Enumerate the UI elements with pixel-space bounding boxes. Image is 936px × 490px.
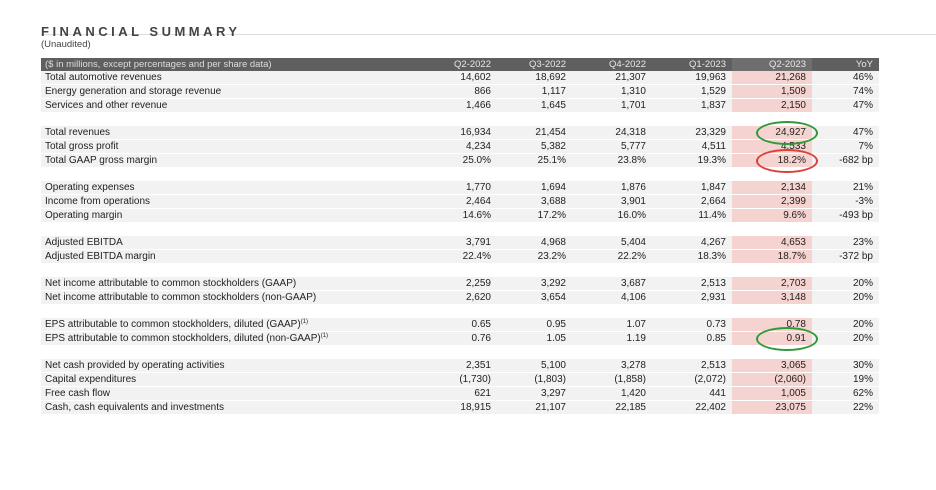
table-cell: 1,005 [732, 387, 812, 401]
column-header-q3-2022: Q3-2022 [497, 58, 572, 71]
table-cell: (1,730) [422, 373, 497, 387]
table-cell: 5,382 [497, 140, 572, 154]
table-cell: 0.85 [652, 332, 732, 346]
table-row [41, 85, 879, 99]
table-cell: 0.91 [732, 332, 812, 346]
spacer-cell [497, 305, 572, 319]
table-cell: 2,464 [422, 195, 497, 209]
table-row [41, 387, 879, 401]
table-cell: 62% [812, 387, 879, 401]
spacer-cell [572, 223, 652, 237]
row-label [41, 85, 422, 99]
spacer-cell [652, 264, 732, 278]
spacer-cell [41, 223, 422, 237]
table-row [41, 373, 879, 387]
table-cell: 18,692 [497, 71, 572, 85]
table-cell: 2,513 [652, 277, 732, 291]
row-label-text: Total revenues [45, 127, 111, 138]
table-cell: 1,117 [497, 85, 572, 99]
row-label [41, 140, 422, 154]
table-cell: 20% [812, 277, 879, 291]
table-cell: 5,100 [497, 359, 572, 373]
table-cell: 1,645 [497, 99, 572, 113]
row-label-text: Energy generation and storage revenue [45, 86, 222, 97]
spacer-cell [41, 346, 422, 360]
spacer-cell [732, 264, 812, 278]
table-row [41, 209, 879, 223]
table-row [41, 71, 879, 85]
table-row [41, 181, 879, 195]
table-cell: 1.05 [497, 332, 572, 346]
spacer-cell [422, 223, 497, 237]
row-label [41, 154, 422, 168]
table-cell: 25.1% [497, 154, 572, 168]
table-cell: 16.0% [572, 209, 652, 223]
table-cell: 19,963 [652, 71, 732, 85]
row-label [41, 181, 422, 195]
table-header-row [41, 58, 879, 71]
row-label [41, 99, 422, 113]
table-row [41, 359, 879, 373]
spacer-cell [572, 113, 652, 127]
spacer-row [41, 305, 879, 319]
spacer-cell [572, 168, 652, 182]
spacer-cell [732, 346, 812, 360]
column-header-q2-2022: Q2-2022 [422, 58, 497, 71]
table-cell: 19.3% [652, 154, 732, 168]
table-cell: 1,509 [732, 85, 812, 99]
table-row [41, 126, 879, 140]
table-cell: 2,399 [732, 195, 812, 209]
spacer-cell [572, 346, 652, 360]
column-header-description: ($ in millions, except percentages and per share data) [41, 58, 422, 71]
table-cell: 1,770 [422, 181, 497, 195]
spacer-cell [497, 113, 572, 127]
table-cell: 22,185 [572, 401, 652, 415]
table-cell: 14.6% [422, 209, 497, 223]
table-cell: 4,511 [652, 140, 732, 154]
spacer-cell [41, 264, 422, 278]
table-cell: 4,533 [732, 140, 812, 154]
table-cell: 23% [812, 236, 879, 250]
table-row [41, 277, 879, 291]
row-label-text: Total automotive revenues [45, 72, 162, 83]
table-cell: 4,106 [572, 291, 652, 305]
table-cell: 3,901 [572, 195, 652, 209]
table-cell: 3,688 [497, 195, 572, 209]
table-cell: 3,148 [732, 291, 812, 305]
table-cell: 21,454 [497, 126, 572, 140]
spacer-row [41, 346, 879, 360]
table-cell: 5,777 [572, 140, 652, 154]
table-cell: 14,602 [422, 71, 497, 85]
table-cell: 2,703 [732, 277, 812, 291]
table-cell: 74% [812, 85, 879, 99]
table-cell: 3,292 [497, 277, 572, 291]
table-cell: 4,653 [732, 236, 812, 250]
table-cell: 20% [812, 291, 879, 305]
column-header-q1-2023: Q1-2023 [652, 58, 732, 71]
spacer-cell [41, 305, 422, 319]
table-cell: (1,803) [497, 373, 572, 387]
table-cell: 22.4% [422, 250, 497, 264]
table-cell: 866 [422, 85, 497, 99]
table-cell: 0.78 [732, 318, 812, 332]
spacer-cell [652, 346, 732, 360]
row-label-text: Capital expenditures [45, 374, 137, 385]
spacer-cell [497, 168, 572, 182]
spacer-cell [422, 305, 497, 319]
table-cell: 1.19 [572, 332, 652, 346]
row-label-text: EPS attributable to common stockholders, diluted (GAAP) [45, 319, 301, 330]
table-cell: 1,847 [652, 181, 732, 195]
table-cell: 2,513 [652, 359, 732, 373]
spacer-cell [572, 264, 652, 278]
page-title: FINANCIAL SUMMARY [41, 24, 241, 39]
table-cell: 2,150 [732, 99, 812, 113]
table-cell: 0.65 [422, 318, 497, 332]
page-subtitle: (Unaudited) [41, 39, 91, 50]
table-cell: 19% [812, 373, 879, 387]
column-header-yoy: YoY [812, 58, 879, 71]
table-cell: 3,791 [422, 236, 497, 250]
row-label-text: EPS attributable to common stockholders, diluted (non-GAAP) [45, 333, 321, 344]
row-label-text: Operating expenses [45, 182, 135, 193]
table-cell: -3% [812, 195, 879, 209]
table-cell: 0.95 [497, 318, 572, 332]
table-body [41, 71, 879, 415]
spacer-cell [812, 168, 879, 182]
spacer-cell [652, 113, 732, 127]
row-label [41, 250, 422, 264]
table-cell: 1,694 [497, 181, 572, 195]
table-cell: 1,701 [572, 99, 652, 113]
table-cell: 2,134 [732, 181, 812, 195]
table-cell: 7% [812, 140, 879, 154]
spacer-cell [497, 346, 572, 360]
table-cell: (1,858) [572, 373, 652, 387]
footnote-marker: (1) [300, 319, 309, 325]
row-label [41, 195, 422, 209]
spacer-cell [812, 346, 879, 360]
table-cell: 11.4% [652, 209, 732, 223]
table-cell: 23,075 [732, 401, 812, 415]
row-label [41, 332, 422, 346]
row-label [41, 71, 422, 85]
table-cell: 23.8% [572, 154, 652, 168]
table-cell: 47% [812, 99, 879, 113]
row-label-text: Cash, cash equivalents and investments [45, 402, 224, 413]
spacer-cell [422, 168, 497, 182]
table-cell: 23,329 [652, 126, 732, 140]
row-label-text: Adjusted EBITDA [45, 237, 123, 248]
table-cell: 18,915 [422, 401, 497, 415]
table-cell: 4,267 [652, 236, 732, 250]
table-cell: 22,402 [652, 401, 732, 415]
row-label-text: Services and other revenue [45, 100, 168, 111]
row-label-text: Adjusted EBITDA margin [45, 251, 156, 262]
row-label [41, 359, 422, 373]
table-cell: 3,654 [497, 291, 572, 305]
row-label-text: Operating margin [45, 210, 123, 221]
table-cell: 21,307 [572, 71, 652, 85]
row-label [41, 373, 422, 387]
row-label [41, 387, 422, 401]
spacer-cell [422, 346, 497, 360]
table-cell: 20% [812, 332, 879, 346]
table-cell: 21% [812, 181, 879, 195]
table-cell: 1,529 [652, 85, 732, 99]
row-label-text: Net cash provided by operating activities [45, 360, 225, 371]
table-cell: 3,278 [572, 359, 652, 373]
table-cell: (2,060) [732, 373, 812, 387]
table-cell: 20% [812, 318, 879, 332]
table-cell: -493 bp [812, 209, 879, 223]
table-row [41, 236, 879, 250]
table-cell: 621 [422, 387, 497, 401]
table-cell: 1,466 [422, 99, 497, 113]
table-cell: 441 [652, 387, 732, 401]
table-row [41, 140, 879, 154]
table-cell: 2,351 [422, 359, 497, 373]
table-cell: 24,927 [732, 126, 812, 140]
table-cell: 47% [812, 126, 879, 140]
financial-summary-table [41, 58, 879, 415]
table-row [41, 401, 879, 415]
spacer-cell [422, 113, 497, 127]
table-cell: 2,664 [652, 195, 732, 209]
spacer-cell [652, 223, 732, 237]
table-cell: 17.2% [497, 209, 572, 223]
table-cell: 18.3% [652, 250, 732, 264]
table-cell: 2,931 [652, 291, 732, 305]
table-cell: 0.73 [652, 318, 732, 332]
table-cell: 18.7% [732, 250, 812, 264]
spacer-cell [732, 305, 812, 319]
table-row [41, 99, 879, 113]
table-cell: 1,420 [572, 387, 652, 401]
table-cell: 46% [812, 71, 879, 85]
table-cell: 1,837 [652, 99, 732, 113]
row-label [41, 209, 422, 223]
table-row [41, 250, 879, 264]
spacer-cell [812, 113, 879, 127]
row-label [41, 126, 422, 140]
spacer-cell [41, 113, 422, 127]
row-label-text: Free cash flow [45, 388, 111, 399]
table-cell: 3,687 [572, 277, 652, 291]
spacer-cell [422, 264, 497, 278]
spacer-cell [41, 168, 422, 182]
spacer-cell [652, 168, 732, 182]
table-row [41, 291, 879, 305]
spacer-row [41, 168, 879, 182]
table-cell: 18.2% [732, 154, 812, 168]
row-label-text: Total GAAP gross margin [45, 155, 158, 166]
column-header-q2-2023: Q2-2023 [732, 58, 812, 71]
footnote-marker: (1) [320, 333, 329, 339]
table-cell: 21,268 [732, 71, 812, 85]
spacer-cell [652, 305, 732, 319]
table-cell: 9.6% [732, 209, 812, 223]
column-header-q4-2022: Q4-2022 [572, 58, 652, 71]
table-cell: 3,297 [497, 387, 572, 401]
spacer-row [41, 113, 879, 127]
spacer-cell [497, 223, 572, 237]
spacer-cell [812, 305, 879, 319]
spacer-cell [812, 264, 879, 278]
table-cell: 1.07 [572, 318, 652, 332]
table-cell: 22% [812, 401, 879, 415]
row-label [41, 401, 422, 415]
table-row [41, 318, 879, 332]
row-label-text: Net income attributable to common stockholders (non-GAAP) [45, 292, 317, 303]
spacer-cell [732, 168, 812, 182]
table-cell: 4,234 [422, 140, 497, 154]
table-cell: 30% [812, 359, 879, 373]
spacer-row [41, 223, 879, 237]
row-label [41, 236, 422, 250]
table-cell: 1,310 [572, 85, 652, 99]
table-cell: 2,620 [422, 291, 497, 305]
table-row [41, 332, 879, 346]
spacer-cell [497, 264, 572, 278]
spacer-cell [572, 305, 652, 319]
table-cell: 5,404 [572, 236, 652, 250]
table-cell: 22.2% [572, 250, 652, 264]
table-cell: -682 bp [812, 154, 879, 168]
table-cell: 2,259 [422, 277, 497, 291]
table-row [41, 154, 879, 168]
table-cell: -372 bp [812, 250, 879, 264]
row-label-text: Net income attributable to common stockholders (GAAP) [45, 278, 297, 289]
spacer-cell [812, 223, 879, 237]
table-cell: 25.0% [422, 154, 497, 168]
spacer-cell [732, 113, 812, 127]
table-cell: 4,968 [497, 236, 572, 250]
spacer-cell [732, 223, 812, 237]
table-row [41, 195, 879, 209]
table-cell: 3,065 [732, 359, 812, 373]
table-cell: 24,318 [572, 126, 652, 140]
table-cell: 16,934 [422, 126, 497, 140]
row-label-text: Total gross profit [45, 141, 119, 152]
row-label-text: Income from operations [45, 196, 151, 207]
row-label [41, 318, 422, 332]
table-cell: 21,107 [497, 401, 572, 415]
row-label [41, 291, 422, 305]
table-cell: (2,072) [652, 373, 732, 387]
spacer-row [41, 264, 879, 278]
table-cell: 23.2% [497, 250, 572, 264]
table-cell: 0.76 [422, 332, 497, 346]
table-cell: 1,876 [572, 181, 652, 195]
row-label [41, 277, 422, 291]
